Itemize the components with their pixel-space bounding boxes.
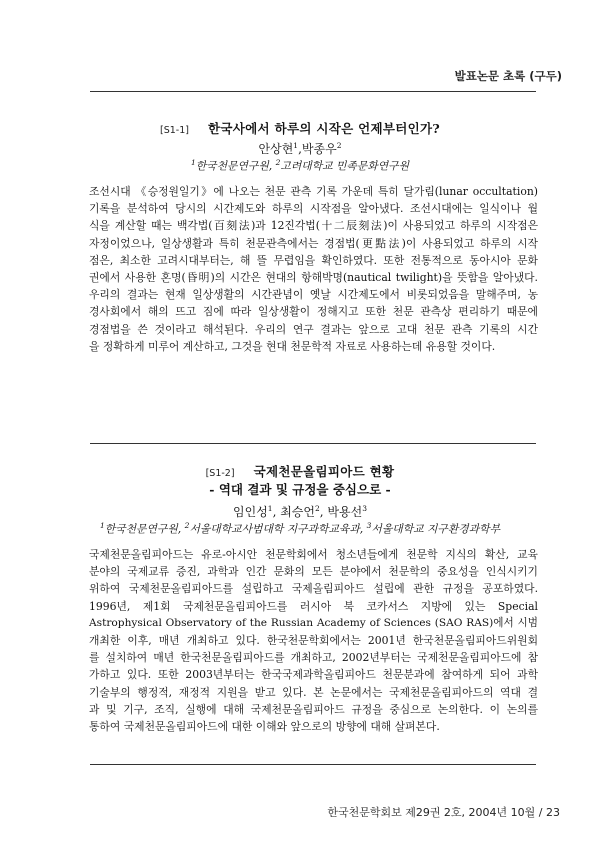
abstract-line: 기록을 분석하여 당시의 시간제도와 하루의 시작점을 알아냈다. 조선시대에는 일식이나 월 [89,202,538,216]
affil-name: 서울대학교 지구환경과학부 [371,522,500,536]
section-2-authors: 임인성$^1$, 최승언$^2$, 박용선$^3$ [233,504,367,519]
author-sup: 2 [315,504,320,513]
abstract-line: 점은, 최소한 고려시대부터는, 해 뜰 무렵임을 확인하였다. 또한 전통적으로 동아시아 문화 [89,253,538,267]
affil-sup: 2 [184,521,190,530]
section-2-affiliations: $^1$한국천문연구원, $^2$서울대학교사범대학 지구과학교육과, $^3$서울대학교 지구환경과학부 [99,521,500,536]
abstract-line: 경사회에서 해의 뜨고 짐에 따라 일상생활이 정해지고 또한 천문 관측상 편리하기 때문에 [89,305,538,319]
author-sup: 1 [267,504,273,513]
abstract-line: 1996년, 제1회 국제천문올림피아드를 러시아 북 코카서스 지방에 있는 Special [89,599,538,613]
abstract-line: 우리의 결과는 현재 일상생활의 시간관념이 옛날 시간제도에서 비롯되었음을 말해주며, 농 [89,288,538,302]
journal-footer: 한국천문학회보 제29권 2호, 2004년 10월 / 23 [327,806,560,819]
abstract-line: Astrophysical Observatory of the Russian Academy of Sciences (SAO RAS)에서 시범 [89,616,538,629]
author-name: 최승언 [280,505,315,519]
affil-sup: 3 [366,521,372,530]
section-divider [90,443,536,444]
abstract-line: 분야의 국제교류 증진, 과학과 인간 문화의 모든 분야에서 천문학의 중요성을 인식시키기 [89,565,538,579]
affil-sup: 2 [275,158,281,167]
abstract-line: 가하고 있다. 또한 2003년부터는 한국국제과학올림피아드 천문분과에 참여하게 되어 과학 [89,668,538,682]
author-name: 박종우 [301,142,337,156]
author-sup: 3 [362,504,367,513]
section-1-title [0,118,600,137]
footer-rule [90,764,536,765]
section-2-title [0,461,600,480]
abstract-line: 국제천문올림피아드는 유로-아시안 천문학회에서 청소년들에게 천문학 지식의 확산, 교육 [89,548,538,561]
author-sup: 2 [336,141,342,150]
abstract-line: 권에서 사용한 혼명(昏明)의 시간은 현대의 항해박명(nautical twilight)을 뜻함을 알아냈다. [89,271,538,285]
author-name: 안상현 [258,142,294,156]
abstract-line: 개최한 이후, 매년 개최하고 있다. 한국천문학회에서는 2001년 한국천문올림피아드위원회 [89,634,538,648]
section-1-affiliations: $^1$한국천문연구원, $^2$고려대학교 민족문화연구원 [190,158,410,173]
section-code: [S1-1] [159,125,189,136]
abstract-line: 위하여 국제천문올림피아드를 설립하고 국제올림피아드 설립에 관한 규정을 공포하였다. [89,582,538,596]
abstract-line: 기술부의 행정적, 재정적 지원을 받고 있다. 본 논문에서는 국제천문올림피아드의 역대 결 [89,685,538,699]
affil-sup: 1 [99,521,105,530]
section-1-abstract [89,183,538,355]
abstract-line: 를 설치하여 매년 한국천문올림피아드를 개최하고, 2002년부터는 국제천문올림피아드에 참 [89,651,538,665]
section-title: 국제천문올림피아드 현황 [253,464,395,479]
abstract-line: 식을 계산할 때는 백각법(百刻法)과 12진각법(十二辰刻法)이 사용되었고 하루의 시작점은 [89,219,538,233]
author-sup: 1 [293,141,299,150]
abstract-line: 조선시대 《승정원일기》에 나오는 천문 관측 기록 가운데 특히 달가림(lunar occultation) [89,185,538,198]
abstract-line: 과 및 기구, 조직, 실행에 대해 국제천문올림피아드 규정을 중심으로 논의한다. 이 논의를 [89,702,538,716]
abstract-line: 을 정확하게 미루어 계산하고, 그것을 현대 천문학적 자료로 사용하는데 유용할 것이다. [89,339,496,353]
affil-name: 서울대학교사범대학 지구과학교육과 [189,522,360,536]
section-code: [S1-2] [205,468,235,479]
abstract-line: 경점법을 쓴 것이라고 해석된다. 우리의 연구 결과는 앞으로 고대 천문 관측 기록의 시간 [89,322,538,336]
affil-name: 한국천문연구원 [104,522,178,536]
author-name: 박용선 [327,505,363,519]
affil-name: 한국천문연구원 [195,159,269,173]
section-title: 한국사에서 하루의 시작은 언제부터인가? [208,121,441,136]
section-2-subtitle: - 역대 결과 및 규정을 중심으로 - [209,482,391,497]
abstract-line: 통하여 국제천문올림피아드에 대한 이해와 앞으로의 방향에 대해 살펴본다. [89,720,440,734]
section-1-authors: 안상현$^1$,박종우$^2$ [258,141,342,156]
header-label: 발표논문 초록 (구두) [454,69,562,83]
abstract-line: 자정이었으나, 일상생활과 특히 천문관측에서는 경점법(更點法)이 사용되었고 하루의 시작 [89,236,538,250]
affil-name: 고려대학교 민족문화연구원 [280,159,410,173]
section-2-abstract [89,546,538,735]
header-rule [90,91,536,92]
affil-sup: 1 [190,158,196,167]
author-name: 임인성 [233,505,268,519]
